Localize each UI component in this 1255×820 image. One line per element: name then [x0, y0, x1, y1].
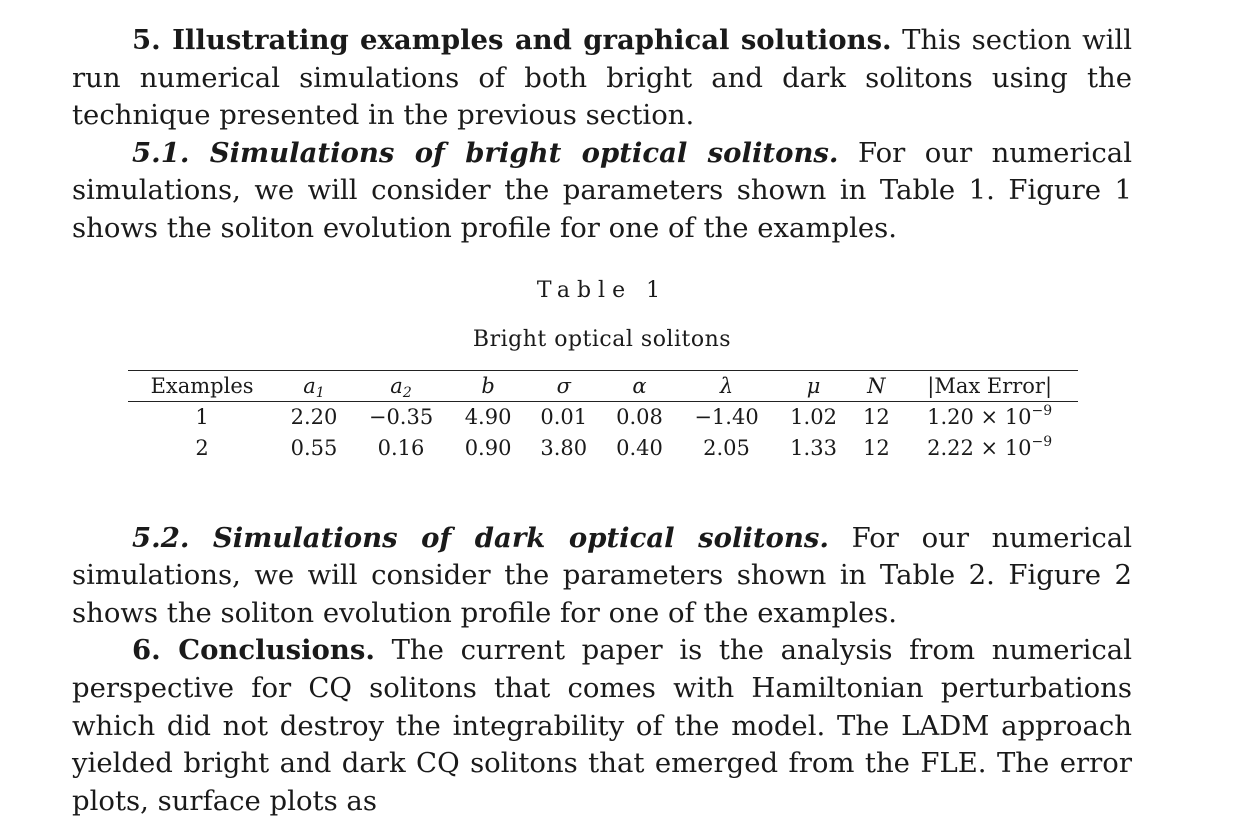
header-lambda: λ	[677, 370, 775, 401]
cell-a1: 0.55	[290, 436, 338, 461]
paper-page	[72, 22, 1132, 820]
cell-max-error	[901, 433, 1078, 464]
section-5-1-heading: 5.1. Simulations of bright optical solitons.	[132, 136, 839, 169]
section-5-2-paragraph	[72, 520, 1132, 633]
header-mu: μ	[776, 370, 852, 401]
cell-sigma: 3.80	[540, 436, 588, 461]
cell-lambda: 2.05	[703, 436, 750, 461]
section-5-1-paragraph	[72, 135, 1132, 248]
header-a2-sub: 2	[402, 384, 412, 401]
cell-a2: 0.16	[377, 436, 425, 461]
cell-error-exponent: −9	[1031, 403, 1053, 420]
cell-error-exponent: −9	[1031, 434, 1053, 451]
cell-error-mantissa: 2.22 × 10	[927, 436, 1032, 461]
section-5-1-body: For our numerical simulations, we will consider the parameters shown in Table 1. Figure 1 shows the soliton evolution profile for one of the examples.	[72, 136, 1132, 244]
cell-max-error	[901, 401, 1078, 433]
table-row	[128, 433, 1078, 464]
table-1	[128, 370, 1078, 464]
section-5-body: This section will run numerical simulations of both bright and dark solitons using the technique presented in the previous section.	[72, 24, 1133, 132]
header-max-error: |Max Error|	[901, 370, 1078, 401]
section-6-paragraph	[72, 632, 1132, 820]
cell-example: 2	[195, 436, 209, 461]
cell-example: 1	[195, 405, 209, 430]
section-5-heading: 5. Illustrating examples and graphical solutions.	[132, 24, 892, 56]
cell-b: 4.90	[464, 405, 512, 430]
header-a1-sub: 1	[315, 384, 325, 401]
section-5-paragraph	[72, 22, 1132, 135]
table-1-title: Bright optical solitons	[472, 326, 732, 352]
header-a2	[352, 370, 450, 401]
table-1-label: Table 1	[536, 277, 668, 303]
section-6-heading: 6. Conclusions.	[132, 634, 375, 667]
header-sigma: σ	[526, 370, 602, 401]
section-5-2-heading: 5.2. Simulations of dark optical solitons.	[132, 521, 829, 554]
cell-sigma: 0.01	[540, 405, 588, 430]
cell-mu: 1.02	[790, 405, 837, 430]
cell-alpha: 0.08	[616, 405, 663, 430]
cell-error-mantissa: 1.20 × 10	[927, 405, 1032, 430]
header-b: b	[450, 370, 526, 401]
cell-alpha: 0.40	[616, 436, 663, 461]
header-a1	[276, 370, 352, 401]
table-header-row	[128, 370, 1078, 401]
header-a1-base: a	[303, 373, 316, 398]
header-examples: Examples	[128, 370, 276, 401]
cell-b: 0.90	[464, 436, 512, 461]
header-n: N	[851, 370, 901, 401]
section-6-body: The current paper is the analysis from numerical perspective for CQ solitons that comes with Hamiltonian perturbations which did not destroy the integrability of the model. The LADM approach yielded bright and dark CQ solitons that emerged from the FLE. The error plots, surface plots as	[72, 634, 1132, 817]
table-spacer	[72, 464, 1132, 520]
header-a2-base: a	[390, 373, 403, 398]
cell-lambda: −1.40	[694, 405, 759, 430]
cell-mu: 1.33	[790, 436, 837, 461]
cell-a2: −0.35	[368, 405, 434, 430]
cell-n: 12	[862, 436, 890, 461]
cell-n: 12	[862, 405, 890, 430]
section-5-2-body: For our numerical simulations, we will consider the parameters shown in Table 2. Figure 2 shows the soliton evolution profile for one of the examples.	[72, 521, 1132, 629]
header-alpha: α	[602, 370, 678, 401]
table-row	[128, 401, 1078, 433]
cell-a1: 2.20	[290, 405, 338, 430]
